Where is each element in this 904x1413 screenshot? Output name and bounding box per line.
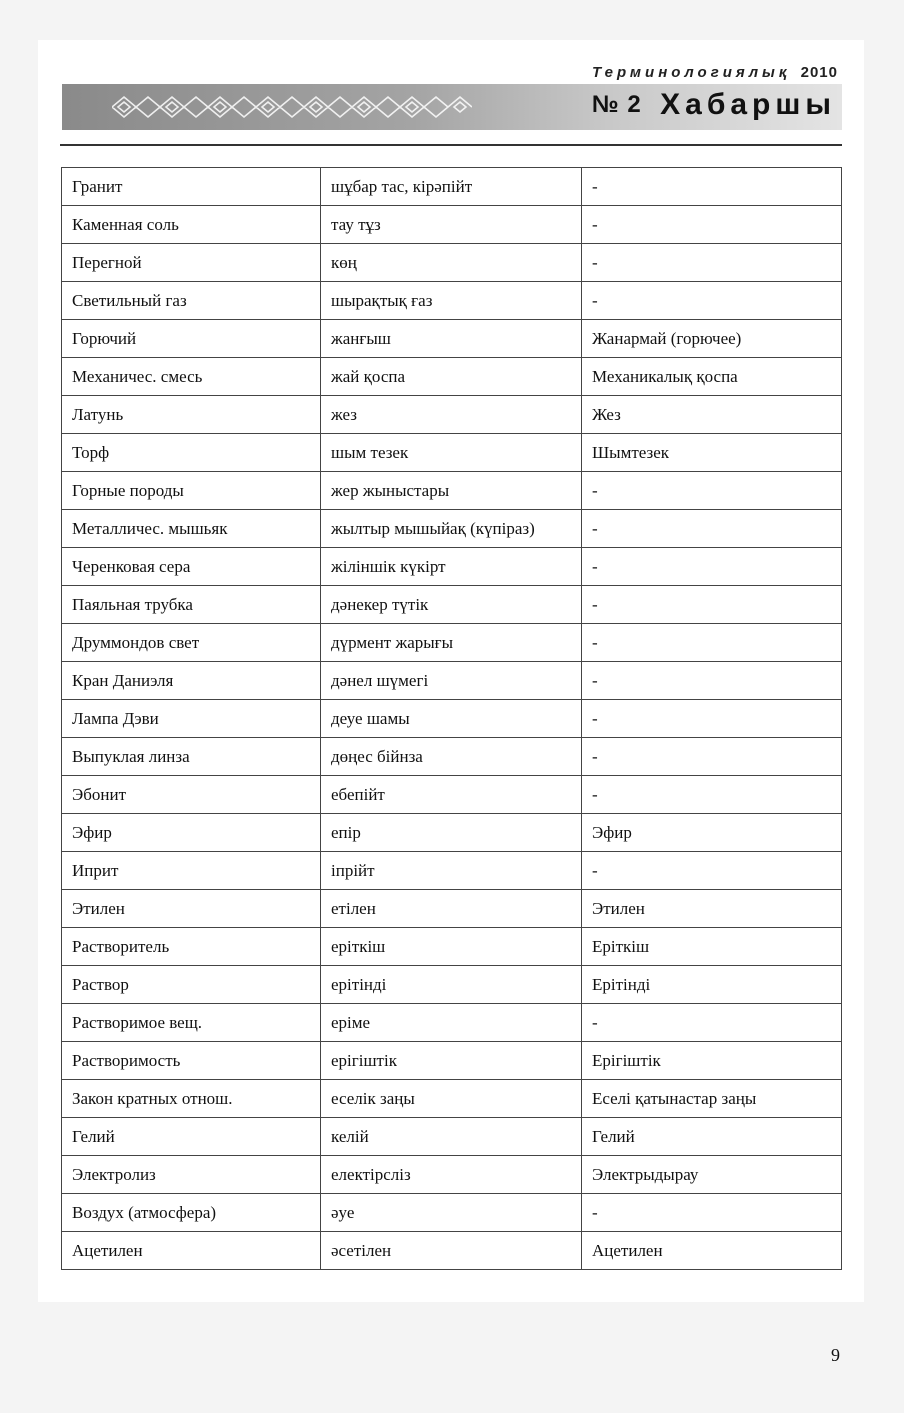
kazakh-term-1920s-cell: жанғыш — [321, 320, 582, 358]
table-row — [62, 966, 842, 1004]
kazakh-term-1920s-cell: деуе шамы — [321, 700, 582, 738]
russian-term-cell: Горючий — [62, 320, 321, 358]
kazakh-term-1920s-cell: ерігіштік — [321, 1042, 582, 1080]
kazakh-term-modern-cell: - — [582, 738, 842, 776]
table-row — [62, 662, 842, 700]
table-row — [62, 928, 842, 966]
table-row — [62, 206, 842, 244]
russian-term-cell: Раствор — [62, 966, 321, 1004]
russian-term-cell: Иприт — [62, 852, 321, 890]
russian-term-cell: Выпуклая линза — [62, 738, 321, 776]
russian-term-cell: Этилен — [62, 890, 321, 928]
kazakh-term-1920s-cell: дөңес бійнза — [321, 738, 582, 776]
russian-term-cell: Электролиз — [62, 1156, 321, 1194]
kazakh-term-modern-cell: Ерігіштік — [582, 1042, 842, 1080]
kazakh-term-modern-cell: Ерітінді — [582, 966, 842, 1004]
table-row — [62, 700, 842, 738]
kazakh-term-modern-cell: Ацетилен — [582, 1232, 842, 1270]
kazakh-term-modern-cell: Шымтезек — [582, 434, 842, 472]
russian-term-cell: Горные породы — [62, 472, 321, 510]
kazakh-term-1920s-cell: шырақтық ғаз — [321, 282, 582, 320]
table-row — [62, 1194, 842, 1232]
kazakh-term-modern-cell: - — [582, 852, 842, 890]
table-row — [62, 244, 842, 282]
kazakh-term-1920s-cell: жіліншік күкірт — [321, 548, 582, 586]
kazakh-term-1920s-cell: шым тезек — [321, 434, 582, 472]
kazakh-term-1920s-cell: ерімe — [321, 1004, 582, 1042]
russian-term-cell: Лампа Дэви — [62, 700, 321, 738]
russian-term-cell: Гранит — [62, 168, 321, 206]
table-row — [62, 510, 842, 548]
kazakh-term-modern-cell: - — [582, 700, 842, 738]
kazakh-term-modern-cell: - — [582, 548, 842, 586]
kazakh-term-modern-cell: Этилен — [582, 890, 842, 928]
table-row — [62, 548, 842, 586]
russian-term-cell: Каменная соль — [62, 206, 321, 244]
russian-term-cell: Гелий — [62, 1118, 321, 1156]
kazakh-term-modern-cell: - — [582, 662, 842, 700]
kazakh-term-1920s-cell: жылтыр мышыйақ (күпіраз) — [321, 510, 582, 548]
table-row — [62, 282, 842, 320]
russian-term-cell: Кран Даниэля — [62, 662, 321, 700]
kazakh-term-modern-cell: Еріткіш — [582, 928, 842, 966]
kazakh-term-1920s-cell: епір — [321, 814, 582, 852]
russian-term-cell: Черенковая сера — [62, 548, 321, 586]
journal-name-text: Терминологиялық — [592, 64, 791, 81]
kazakh-term-1920s-cell: әсетілен — [321, 1232, 582, 1270]
header-rule — [60, 144, 842, 146]
kazakh-term-modern-cell: - — [582, 244, 842, 282]
table-row — [62, 358, 842, 396]
table-row — [62, 472, 842, 510]
table-row — [62, 738, 842, 776]
kazakh-term-1920s-cell: шұбар тас, кірәпійт — [321, 168, 582, 206]
kazakh-term-modern-cell: Эфир — [582, 814, 842, 852]
kazakh-term-modern-cell: - — [582, 1004, 842, 1042]
table-row — [62, 1156, 842, 1194]
issue-number: № 2 — [591, 91, 642, 118]
russian-term-cell: Друммондов свет — [62, 624, 321, 662]
kazakh-term-1920s-cell: електірсліз — [321, 1156, 582, 1194]
journal-name — [592, 64, 838, 81]
kazakh-term-modern-cell: - — [582, 168, 842, 206]
kazakh-term-1920s-cell: дәнекер түтік — [321, 586, 582, 624]
table-row — [62, 1080, 842, 1118]
journal-title: Хабаршы — [660, 88, 836, 121]
kazakh-term-1920s-cell: дүрмент жарығы — [321, 624, 582, 662]
kazakh-term-modern-cell: - — [582, 1194, 842, 1232]
table-row — [62, 1232, 842, 1270]
kazakh-term-modern-cell: - — [582, 586, 842, 624]
kazakh-term-1920s-cell: іпрійт — [321, 852, 582, 890]
kazakh-term-modern-cell: Еселі қатынастар заңы — [582, 1080, 842, 1118]
table-row — [62, 396, 842, 434]
kazakh-term-modern-cell: Жез — [582, 396, 842, 434]
russian-term-cell: Закон кратных отнош. — [62, 1080, 321, 1118]
russian-term-cell: Паяльная трубка — [62, 586, 321, 624]
table-row — [62, 776, 842, 814]
russian-term-cell: Светильный газ — [62, 282, 321, 320]
russian-term-cell: Латунь — [62, 396, 321, 434]
ornament-pattern-icon — [112, 92, 472, 122]
kazakh-term-1920s-cell: ерітінді — [321, 966, 582, 1004]
kazakh-term-1920s-cell: келій — [321, 1118, 582, 1156]
terminology-table — [61, 167, 842, 1270]
russian-term-cell: Эфир — [62, 814, 321, 852]
kazakh-term-1920s-cell: жез — [321, 396, 582, 434]
table-row — [62, 1004, 842, 1042]
kazakh-term-1920s-cell: жай қоспа — [321, 358, 582, 396]
table-row — [62, 434, 842, 472]
page-number: 9 — [831, 1345, 840, 1365]
russian-term-cell: Металличес. мышьяк — [62, 510, 321, 548]
banner-title — [592, 88, 836, 122]
terminology-table-body — [62, 168, 842, 1270]
russian-term-cell: Торф — [62, 434, 321, 472]
kazakh-term-modern-cell: - — [582, 282, 842, 320]
table-row — [62, 1118, 842, 1156]
kazakh-term-1920s-cell: көң — [321, 244, 582, 282]
kazakh-term-1920s-cell: жер жыныстары — [321, 472, 582, 510]
header-banner — [62, 84, 842, 130]
kazakh-term-modern-cell: - — [582, 624, 842, 662]
table-row — [62, 890, 842, 928]
kazakh-term-1920s-cell: әуе — [321, 1194, 582, 1232]
russian-term-cell: Воздух (атмосфера) — [62, 1194, 321, 1232]
table-row — [62, 624, 842, 662]
kazakh-term-1920s-cell: етілен — [321, 890, 582, 928]
kazakh-term-1920s-cell: еріткіш — [321, 928, 582, 966]
kazakh-term-modern-cell: - — [582, 472, 842, 510]
kazakh-term-modern-cell: Жанармай (горючее) — [582, 320, 842, 358]
kazakh-term-modern-cell: Электрыдырау — [582, 1156, 842, 1194]
table-row — [62, 168, 842, 206]
table-row — [62, 1042, 842, 1080]
russian-term-cell: Механичес. смесь — [62, 358, 321, 396]
russian-term-cell: Перегной — [62, 244, 321, 282]
kazakh-term-modern-cell: - — [582, 510, 842, 548]
table-row — [62, 320, 842, 358]
table-row — [62, 814, 842, 852]
kazakh-term-modern-cell: - — [582, 776, 842, 814]
kazakh-term-1920s-cell: еселік заңы — [321, 1080, 582, 1118]
russian-term-cell: Растворимое вещ. — [62, 1004, 321, 1042]
kazakh-term-1920s-cell: ебепійт — [321, 776, 582, 814]
table-row — [62, 852, 842, 890]
kazakh-term-modern-cell: - — [582, 206, 842, 244]
journal-year: 2010 — [800, 64, 838, 81]
table-row — [62, 586, 842, 624]
russian-term-cell: Эбонит — [62, 776, 321, 814]
kazakh-term-1920s-cell: дәнел шүмегі — [321, 662, 582, 700]
russian-term-cell: Растворимость — [62, 1042, 321, 1080]
kazakh-term-1920s-cell: тау тұз — [321, 206, 582, 244]
russian-term-cell: Растворитель — [62, 928, 321, 966]
kazakh-term-modern-cell: Механикалық қоспа — [582, 358, 842, 396]
kazakh-term-modern-cell: Гелий — [582, 1118, 842, 1156]
russian-term-cell: Ацетилен — [62, 1232, 321, 1270]
